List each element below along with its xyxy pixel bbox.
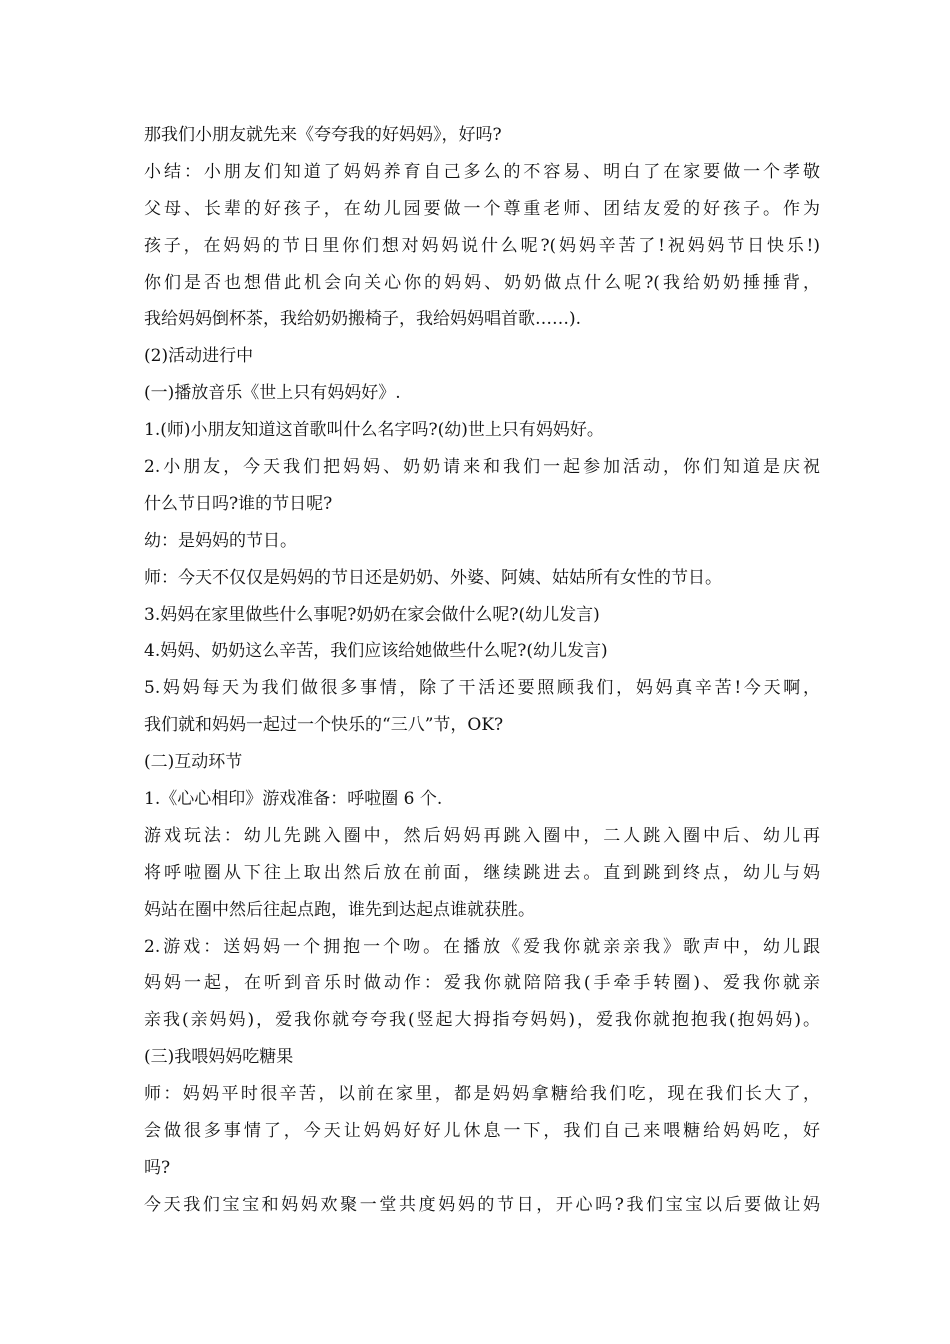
text-line: (一)播放音乐《世上只有妈妈好》.: [144, 383, 401, 404]
text-line: 我们就和妈妈一起过一个快乐的“三八”节，OK?: [144, 715, 504, 736]
text-line: 游戏玩法：幼儿先跳入圈中，然后妈妈再跳入圈中，二人跳入圈中后、幼儿再: [144, 825, 820, 846]
text-line: 3.妈妈在家里做些什么事呢?奶奶在家会做什么呢?(幼儿发言): [144, 604, 600, 625]
text-line: 会做很多事情了，今天让妈妈好好儿休息一下，我们自己来喂糖给妈妈吃，好: [144, 1121, 820, 1142]
text-line: 今天我们宝宝和妈妈欢聚一堂共度妈妈的节日，开心吗?我们宝宝以后要做让妈: [144, 1194, 820, 1215]
text-line: 父母、长辈的好孩子，在幼儿园要做一个尊重老师、团结友爱的好孩子。作为: [144, 198, 820, 219]
text-line: 你们是否也想借此机会向关心你的妈妈、奶奶做点什么呢?(我给奶奶捶捶背，: [144, 272, 820, 293]
text-line: 师：妈妈平时很辛苦，以前在家里，都是妈妈拿糖给我们吃，现在我们长大了，: [144, 1084, 820, 1105]
text-line: (二)互动环节: [144, 752, 243, 773]
text-line: 妈妈一起，在听到音乐时做动作：爱我你就陪陪我(手牵手转圈)、爱我你就亲: [144, 973, 820, 994]
text-line: 什么节日吗?谁的节日呢?: [144, 493, 333, 514]
text-line: 5.妈妈每天为我们做很多事情，除了干活还要照顾我们，妈妈真辛苦!今天啊，: [144, 678, 820, 699]
text-line: 2.游戏：送妈妈一个拥抱一个吻。在播放《爱我你就亲亲我》歌声中，幼儿跟: [144, 936, 820, 957]
document-body: [144, 117, 820, 1224]
text-line: 2.小朋友，今天我们把妈妈、奶奶请来和我们一起参加活动，你们知道是庆祝: [144, 457, 820, 478]
text-line: 那我们小朋友就先来《夸夸我的好妈妈》，好吗?: [144, 125, 502, 145]
text-line: 1.《心心相印》游戏准备：呼啦圈 6 个.: [144, 789, 443, 810]
text-line: 我给妈妈倒杯茶，我给奶奶搬椅子，我给妈妈唱首歌……).: [144, 309, 582, 330]
text-line: 4.妈妈、奶奶这么辛苦，我们应该给她做些什么呢?(幼儿发言): [144, 641, 608, 662]
text-line: 亲我(亲妈妈)，爱我你就夸夸我(竖起大拇指夸妈妈)，爱我你就抱抱我(抱妈妈)。: [144, 1010, 820, 1031]
text-line: (三)我喂妈妈吃糖果: [144, 1047, 294, 1068]
text-line: 幼：是妈妈的节日。: [144, 530, 297, 551]
text-line: 师：今天不仅仅是妈妈的节日还是奶奶、外婆、阿姨、姑姑所有女性的节日。: [144, 567, 722, 588]
text-line: 小结：小朋友们知道了妈妈养育自己多么的不容易、明白了在家要做一个孝敬: [144, 161, 820, 182]
text-line: 1.(师)小朋友知道这首歌叫什么名字吗?(幼)世上只有妈妈好。: [144, 420, 604, 441]
text-line: 吗?: [144, 1157, 171, 1178]
text-line: (2)活动进行中: [144, 346, 254, 367]
text-line: 将呼啦圈从下往上取出然后放在前面，继续跳进去。直到跳到终点，幼儿与妈: [144, 862, 820, 883]
text-line: 妈站在圈中然后往起点跑，谁先到达起点谁就获胜。: [144, 899, 535, 920]
text-line: 孩子，在妈妈的节日里你们想对妈妈说什么呢?(妈妈辛苦了!祝妈妈节日快乐!): [144, 235, 820, 256]
